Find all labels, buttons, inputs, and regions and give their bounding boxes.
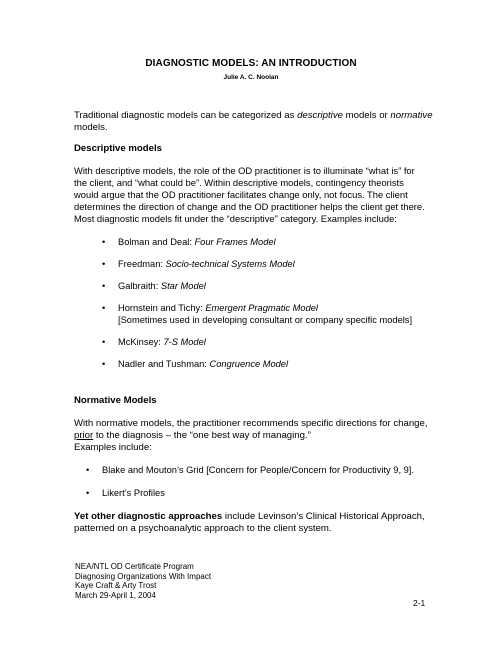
normative-heading: Normative Models bbox=[74, 395, 157, 406]
bullet-icon: • bbox=[102, 337, 106, 347]
bullet-icon: • bbox=[102, 303, 106, 313]
intro-paragraph: Traditional diagnostic models can be categorized as descriptive models or normative models. bbox=[74, 110, 433, 133]
document-page: DIAGNOSTIC MODELS: AN INTRODUCTION Julie A. C. Noolan Traditional diagnostic models can be categorized as descriptive models or normative models. Descriptive models With descriptive models, the role of the OD practitioner is to illuminate “what is” for the client, and “what could be”. Within descriptive models, contingency theorists would argue that the OD practitioner facilitates change only, not focus. The client determines the direction of change and the OD practitioner helps the client get there. Most diagnostic models fit under the “descriptive” category. Examples include: • Bolman and Deal: Four Frames Model • Freedman: Socio-technical Systems Model • Galbraith: Star Model • Hornstein and Tichy: Emergent Pragmatic Model [Sometimes used in developing consultant or company specific models] • McKinsey: 7-S Model • Nadler and Tushman: Congruence Model Normative Models With normative models, the practitioner recommends specific directions for change, prior to the diagnosis – the “one best way of managing.” Examples include: • Blake and Mouton’s Grid [Concern for People/Concern for Productivity 9, 9]. • Likert’s Profiles Yet other diagnostic approaches include Levinson’s Clinical Historical Approach, patterned on a psychoanalytic approach to the client system. NEA/NTL OD Certificate Program Diagnosing Organizations With Impact Kaye Craft & Arty Trost March 29-April 1, 2004 2-1 bbox=[0, 0, 502, 649]
footer: NEA/NTL OD Certificate Program Diagnosing Organizations With Impact Kaye Craft & Arty Trost March 29-April 1, 2004 bbox=[75, 562, 212, 600]
other-approaches-paragraph: Yet other diagnostic approaches include Levinson’s Clinical Historical Approach, patterned on a psychoanalytic approach to the client system. bbox=[74, 511, 425, 534]
bullet-icon: • bbox=[86, 488, 90, 498]
descriptive-heading: Descriptive models bbox=[74, 143, 162, 154]
bullet-icon: • bbox=[102, 259, 106, 269]
normative-paragraph: With normative models, the practitioner recommends specific directions for change, prior to the diagnosis – the “one best way of managing.” Examples include: bbox=[74, 418, 428, 453]
bullet-icon: • bbox=[102, 281, 106, 291]
document-author: Julie A. C. Noolan bbox=[223, 74, 279, 81]
document-title: DIAGNOSTIC MODELS: AN INTRODUCTION bbox=[145, 58, 357, 69]
page-number: 2-1 bbox=[413, 598, 426, 608]
bullet-icon: • bbox=[102, 359, 106, 369]
bullet-icon: • bbox=[102, 237, 106, 247]
bullet-icon: • bbox=[86, 465, 90, 475]
descriptive-paragraph: With descriptive models, the role of the OD practitioner is to illuminate “what is” for the client, and “what could be”. Within descriptive models, contingency theorists would argue that the OD practitioner facilitates change only, not focus. The client determines the direction of change and the OD practitioner helps the client get there. Most diagnostic models fit under the “descriptive” category. Examples include: bbox=[74, 165, 425, 224]
